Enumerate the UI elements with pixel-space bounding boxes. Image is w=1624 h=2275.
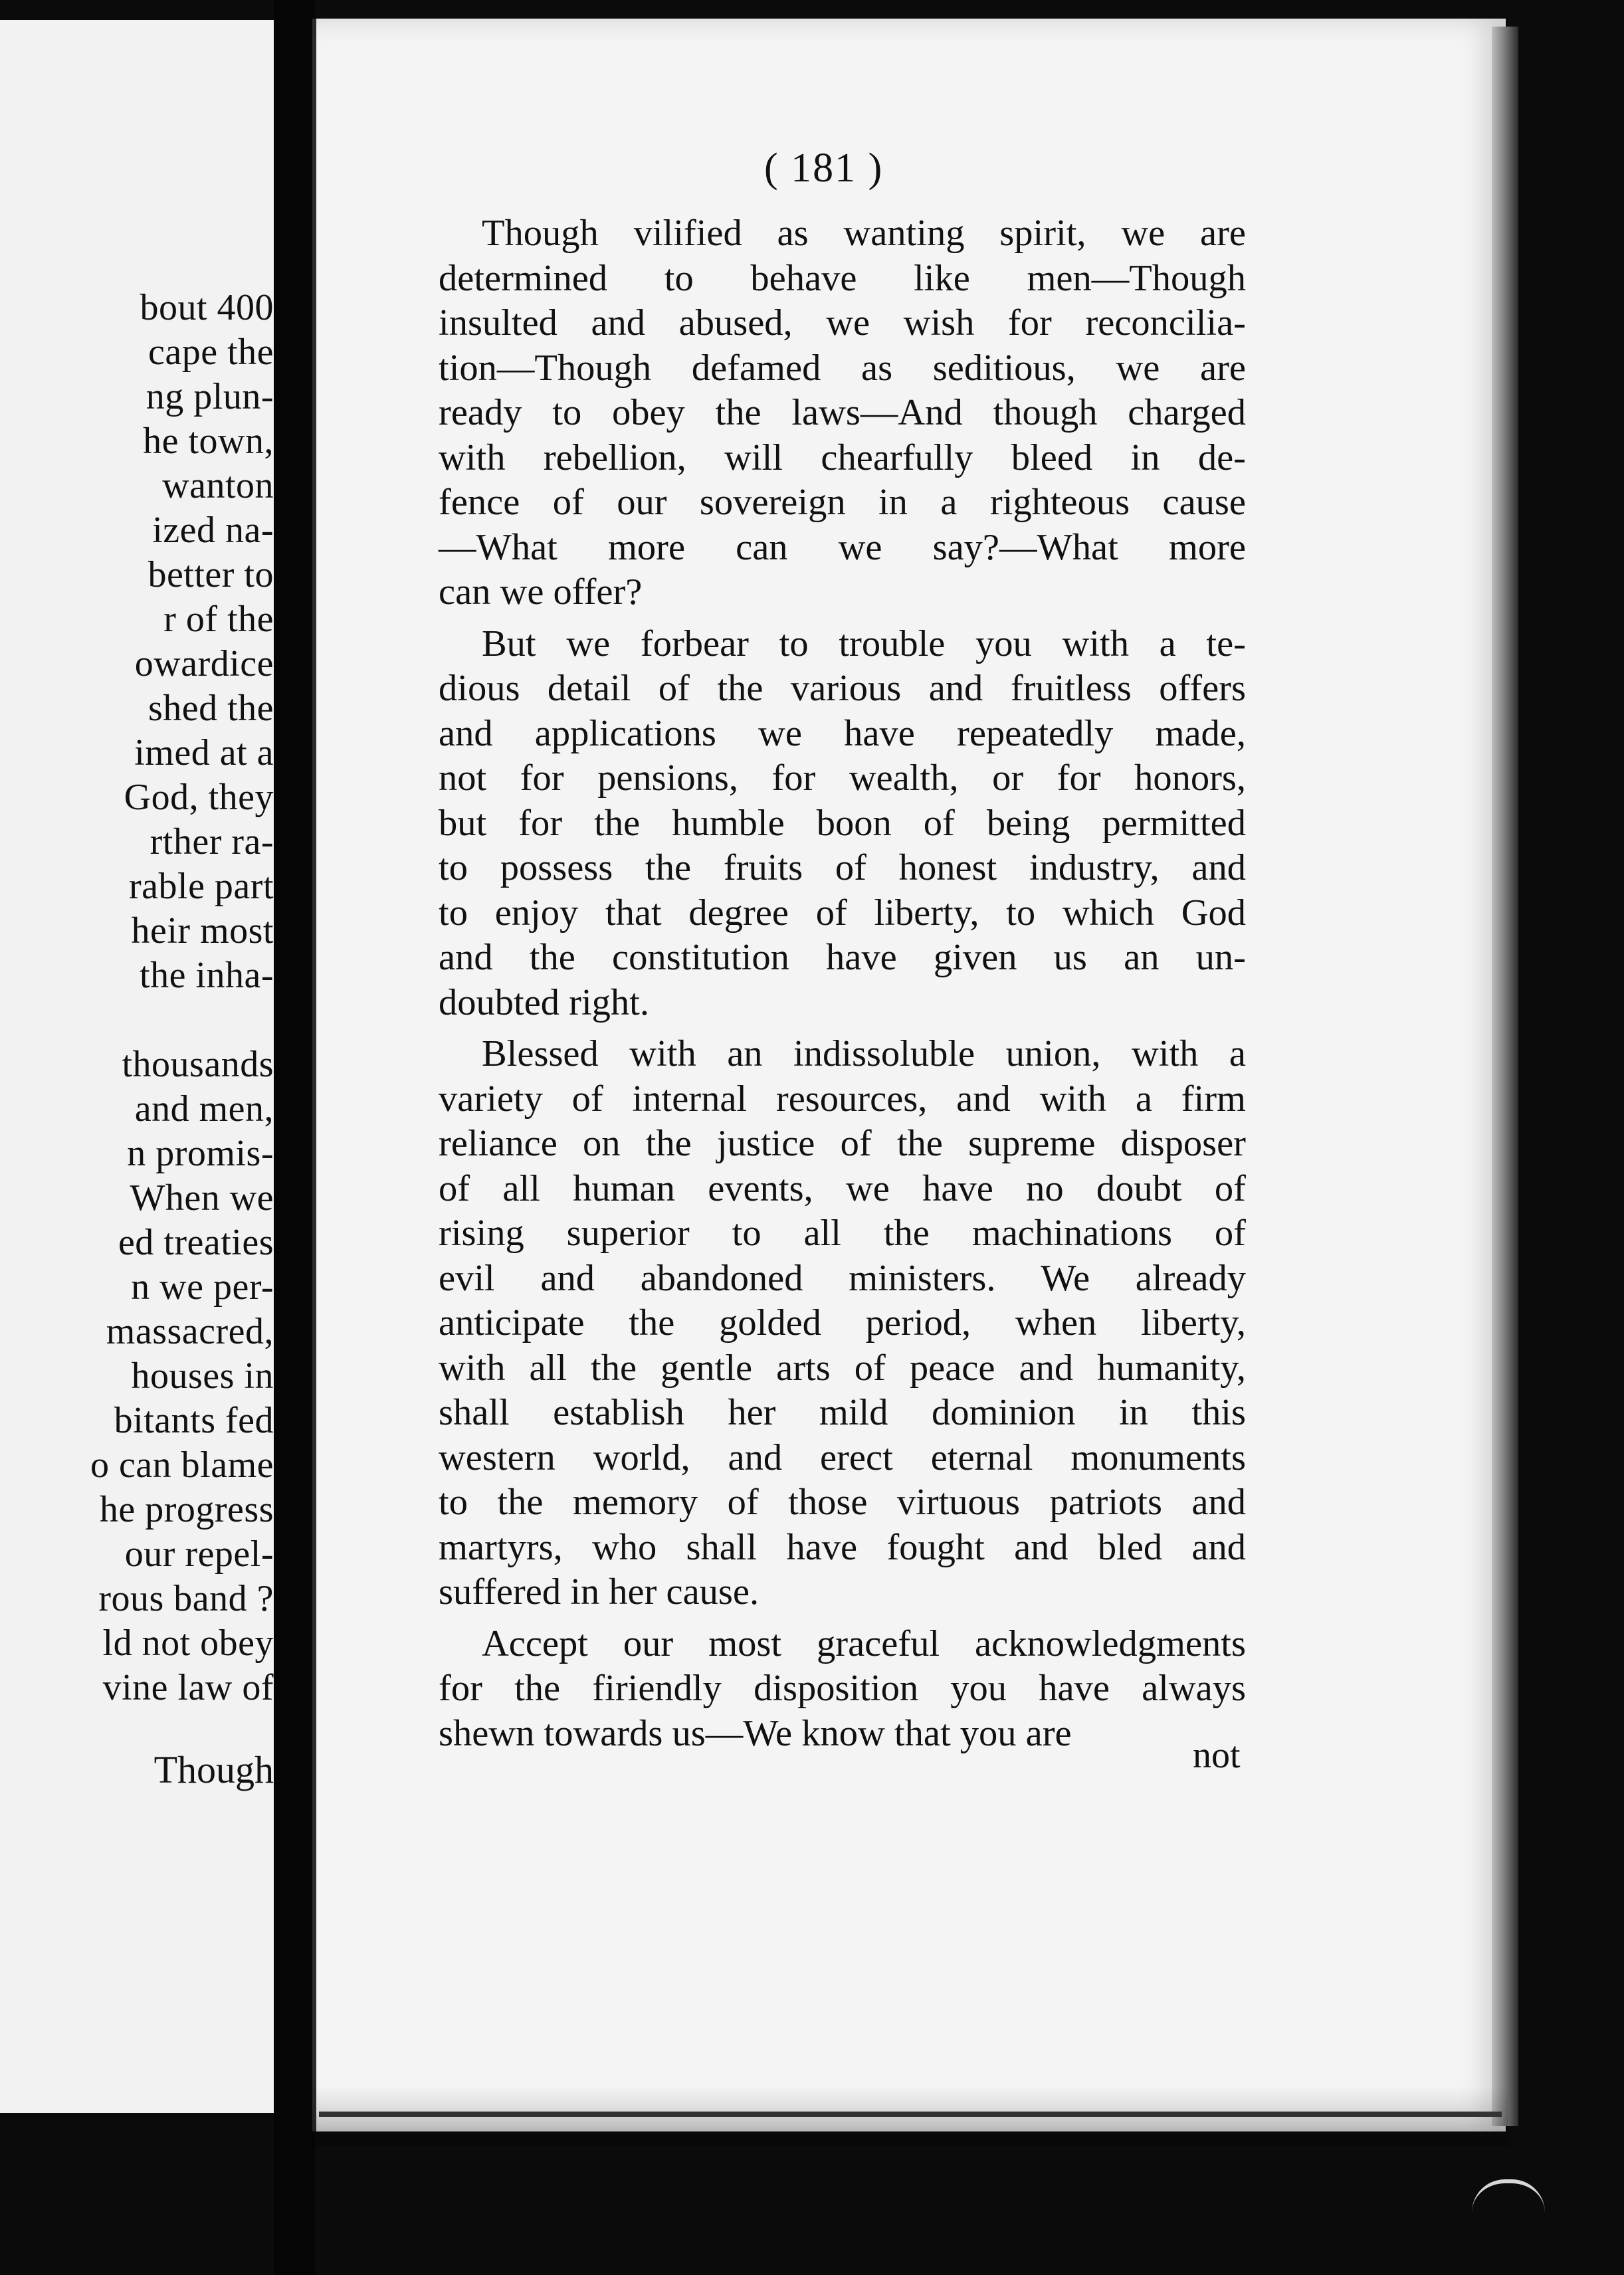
left-line: heir most	[131, 910, 274, 951]
text-line: shewn towards us—We know that you are	[439, 1712, 1072, 1754]
catchword: not	[1193, 1735, 1241, 1776]
text-line: doubted right.	[439, 981, 649, 1023]
left-line: God, they	[124, 777, 274, 818]
text-line: with rebellion, will chearfully bleed in de-	[439, 437, 1246, 478]
text-line: tion—Though defamed as seditious, we are	[439, 347, 1246, 389]
text-line: but for the humble boon of being permitted	[439, 802, 1246, 844]
left-line: better to	[148, 554, 274, 595]
left-line: our repel-	[124, 1533, 274, 1575]
text-line: and the constitution have given us an un-	[439, 937, 1246, 978]
text-line: Though vilified as wanting spirit, we are	[482, 213, 1246, 254]
text-line: suffered in her cause.	[439, 1571, 760, 1613]
left-line: thousands	[122, 1044, 274, 1085]
page-number: ( 181 )	[764, 146, 884, 191]
text-line: Accept our most graceful acknowledgments	[482, 1623, 1246, 1664]
left-line: rous band ?	[98, 1578, 274, 1619]
left-line: owardice	[134, 643, 274, 684]
left-line: bitants fed	[114, 1400, 274, 1441]
text-line: to possess the fruits of honest industry, and	[439, 847, 1246, 888]
text-line: evil and abandoned ministers. We already	[439, 1257, 1246, 1299]
left-line: he town,	[143, 421, 274, 462]
left-line: houses in	[131, 1355, 274, 1397]
left-line: ng plun-	[146, 376, 274, 417]
paragraph	[439, 1622, 1246, 1757]
text-line: western world, and erect eternal monuments	[439, 1436, 1246, 1478]
left-line: the inha-	[140, 955, 274, 996]
binding-gutter	[274, 0, 315, 2275]
left-line: n promis-	[127, 1133, 274, 1174]
text-line: reliance on the justice of the supreme disposer	[439, 1123, 1246, 1164]
left-line: r of the	[163, 599, 274, 640]
text-line: can we offer?	[439, 571, 643, 613]
text-line: —What more can we say?—What more	[439, 526, 1246, 568]
text-line: anticipate the golded period, when liberty,	[439, 1302, 1246, 1343]
text-line: of all human events, we have no doubt of	[439, 1167, 1246, 1209]
text-line: insulted and abused, we wish for reconcilia-	[439, 302, 1246, 344]
left-line: n we per-	[131, 1266, 274, 1308]
left-catchword: Though	[153, 1748, 274, 1791]
body-text	[439, 211, 1246, 1763]
text-line: rising superior to all the machinations of	[439, 1213, 1246, 1254]
paragraph	[439, 211, 1246, 615]
left-line: bout 400	[140, 287, 274, 328]
text-line: dious detail of the various and fruitless offers	[439, 668, 1246, 709]
text-line: and applications we have repeatedly made,	[439, 712, 1246, 754]
left-line: o can blame	[90, 1444, 274, 1486]
text-line: shall establish her mild dominion in this	[439, 1392, 1246, 1433]
text-line: determined to behave like men—Though	[439, 257, 1246, 299]
text-line: for the firiendly disposition you have always	[439, 1668, 1246, 1709]
left-line: ed treaties	[118, 1222, 274, 1263]
left-line: ld not obey	[102, 1623, 274, 1664]
left-line: When we	[130, 1177, 274, 1219]
left-line: rable part	[129, 866, 274, 907]
text-line: with all the gentle arts of peace and humanity,	[439, 1347, 1246, 1389]
corner-mark	[1472, 2179, 1545, 2213]
text-line: ready to obey the laws—And though charged	[439, 392, 1246, 433]
left-page	[0, 20, 276, 2113]
text-line: But we forbear to trouble you with a te-	[482, 623, 1246, 664]
left-line: rther ra-	[150, 821, 274, 862]
left-line: massacred,	[106, 1311, 274, 1352]
text-line: martyrs, who shall have fought and bled and	[439, 1526, 1246, 1568]
left-line: imed at a	[134, 732, 274, 773]
text-line: fence of our sovereign in a righteous cause	[439, 482, 1246, 523]
page-bottom-edge	[319, 2112, 1502, 2117]
left-line: and men,	[134, 1088, 274, 1130]
text-line: to enjoy that degree of liberty, to which God	[439, 892, 1246, 934]
left-line: he progress	[99, 1489, 274, 1530]
text-line: variety of internal resources, and with a firm	[439, 1078, 1246, 1120]
text-line: Blessed with an indissoluble union, with a	[482, 1033, 1246, 1074]
text-line: to the memory of those virtuous patriots and	[439, 1482, 1246, 1523]
paragraph	[439, 1032, 1246, 1615]
left-line: vine law of	[102, 1667, 274, 1708]
text-line: not for pensions, for wealth, or for honors,	[439, 757, 1246, 799]
left-line: wanton	[162, 465, 274, 506]
left-line: shed the	[148, 688, 274, 729]
left-line: ized na-	[152, 510, 274, 551]
page-edge	[1492, 27, 1518, 2126]
paragraph	[439, 622, 1246, 1026]
left-line: cape the	[148, 332, 274, 373]
